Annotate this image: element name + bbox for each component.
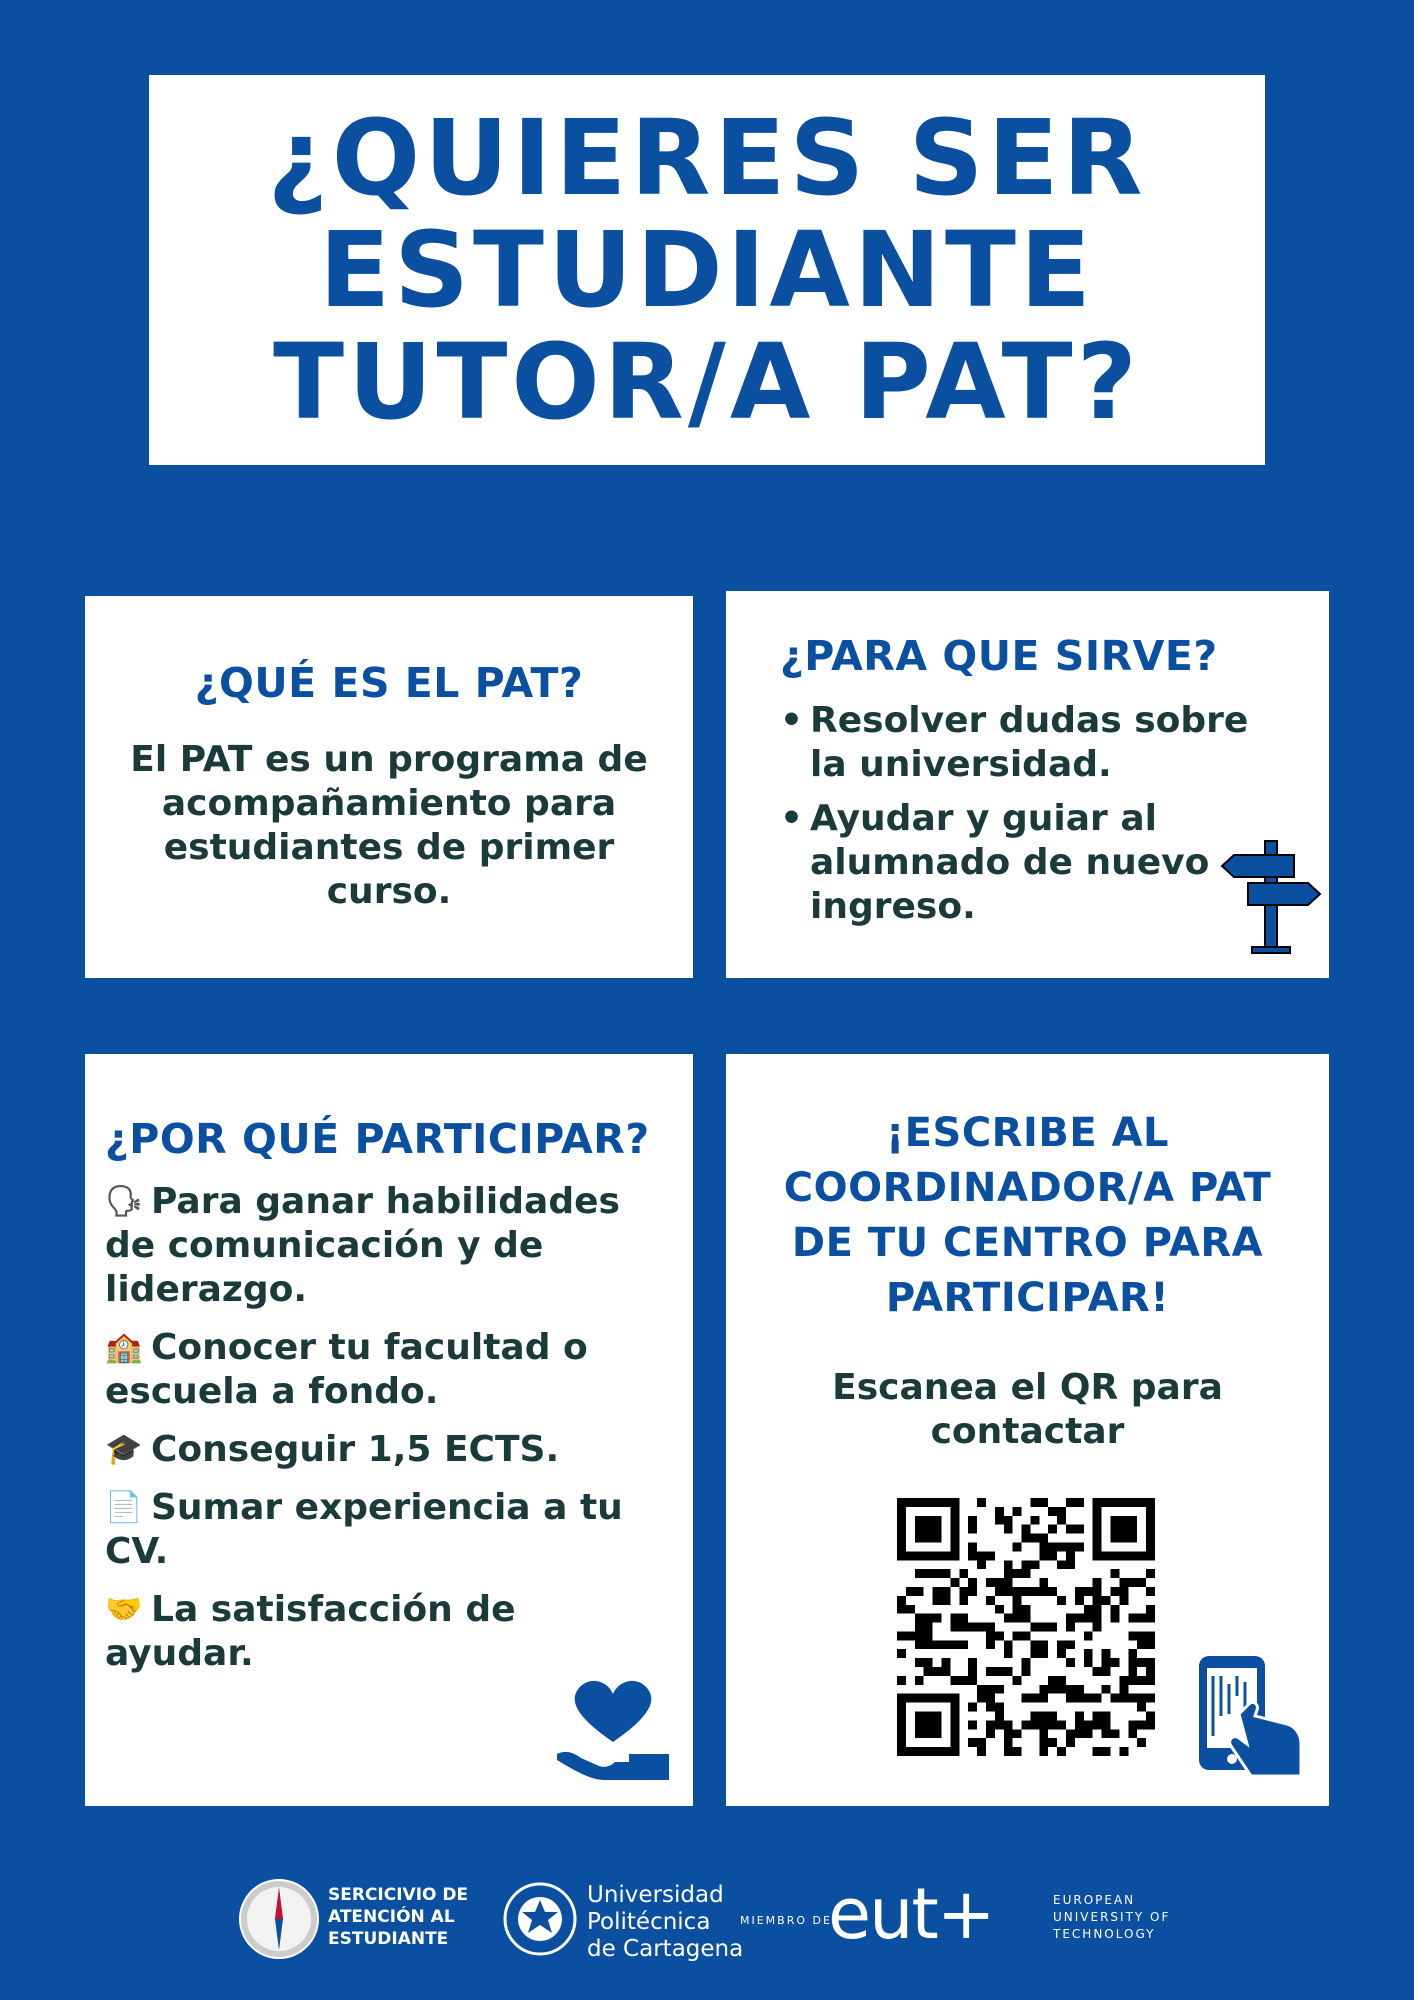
university-name [587, 1882, 743, 1963]
handshake-icon: 🤝 [105, 1592, 143, 1627]
title-line-3: TUTOR/A PAT? [273, 321, 1141, 443]
por-que-heading: ¿POR QUÉ PARTICIPAR? [105, 1115, 650, 1163]
compass-icon [238, 1878, 320, 1960]
list-item-text: La satisfacción de ayudar. [105, 1589, 516, 1674]
eut-line: EUROPEAN [1053, 1893, 1136, 1907]
por-que-card [85, 1054, 693, 1806]
list-item-text: Para ganar habilidades de comunicación y de liderazgo. [105, 1181, 620, 1310]
university-line: Universidad [587, 1882, 724, 1908]
member-label: MIEMBRO DE [740, 1914, 832, 1927]
escribe-heading-line: COORDINADOR/A PAT [783, 1165, 1272, 1211]
service-line: SERCICIVIO DE [328, 1885, 469, 1905]
eut-line: TECHNOLOGY [1053, 1927, 1156, 1941]
list-item [780, 797, 1210, 929]
school-icon: 🏫 [105, 1330, 143, 1365]
graduation-cap-icon: 🎓 [105, 1432, 143, 1467]
university-line: Politécnica [587, 1909, 711, 1935]
list-item-text: Ayudar y guiar al alumnado de nuevo ingreso. [810, 798, 1210, 927]
title-line-1: ¿QUIERES SER [267, 97, 1147, 219]
scan-line: Escanea el QR para [832, 1367, 1223, 1408]
signpost-icon [1220, 831, 1324, 955]
escribe-heading [746, 1106, 1309, 1326]
university-line: de Cartagena [587, 1936, 744, 1962]
eut-logo-text: eut+ [828, 1873, 994, 1955]
scan-line: contactar [930, 1411, 1125, 1452]
que-es-text [109, 738, 669, 914]
escribe-heading-line: ¡ESCRIBE AL [885, 1110, 1170, 1156]
title-box [149, 75, 1265, 465]
list-item [105, 1428, 675, 1472]
para-que-heading: ¿PARA QUE SIRVE? [780, 632, 1218, 680]
footer [0, 1870, 1414, 1970]
heart-hand-icon [555, 1676, 673, 1786]
que-es-line: curso. [326, 871, 452, 912]
list-item-text: Conseguir 1,5 ECTS. [151, 1429, 560, 1470]
que-es-card [85, 596, 693, 978]
eut-line: UNIVERSITY OF [1053, 1910, 1171, 1924]
scan-text [746, 1366, 1309, 1454]
service-line: ESTUDIANTE [328, 1929, 449, 1949]
list-item [780, 699, 1280, 787]
escribe-heading-line: PARTICIPAR! [885, 1275, 1170, 1321]
que-es-line: estudiantes de primer [163, 827, 615, 868]
title-line-2: ESTUDIANTE [319, 209, 1095, 331]
speaking-head-icon: 🗣 [105, 1184, 144, 1219]
list-item [105, 1326, 675, 1414]
list-item-text: Sumar experiencia a tu CV. [105, 1487, 623, 1572]
document-icon: 📄 [105, 1490, 143, 1525]
escribe-heading-line: DE TU CENTRO PARA [791, 1220, 1264, 1266]
que-es-heading: ¿QUÉ ES EL PAT? [194, 659, 584, 707]
por-que-list [105, 1180, 675, 1676]
service-name [328, 1884, 468, 1950]
list-item [105, 1486, 675, 1574]
list-item [105, 1588, 675, 1676]
que-es-line: El PAT es un programa de [130, 739, 648, 780]
upct-logo-icon [503, 1882, 577, 1956]
eut-logo [828, 1874, 994, 1954]
eut-name [1053, 1892, 1170, 1943]
qr-code[interactable] [897, 1498, 1155, 1756]
service-line: ATENCIÓN AL [328, 1907, 455, 1927]
para-que-card [726, 591, 1329, 978]
phone-touch-icon [1191, 1654, 1309, 1778]
que-es-line: acompañamiento para [161, 783, 617, 824]
list-item-text: Conocer tu facultad o escuela a fondo. [105, 1327, 588, 1412]
list-item-text: Resolver dudas sobre la universidad. [810, 700, 1249, 785]
list-item [105, 1180, 675, 1312]
escribe-card [726, 1054, 1329, 1806]
